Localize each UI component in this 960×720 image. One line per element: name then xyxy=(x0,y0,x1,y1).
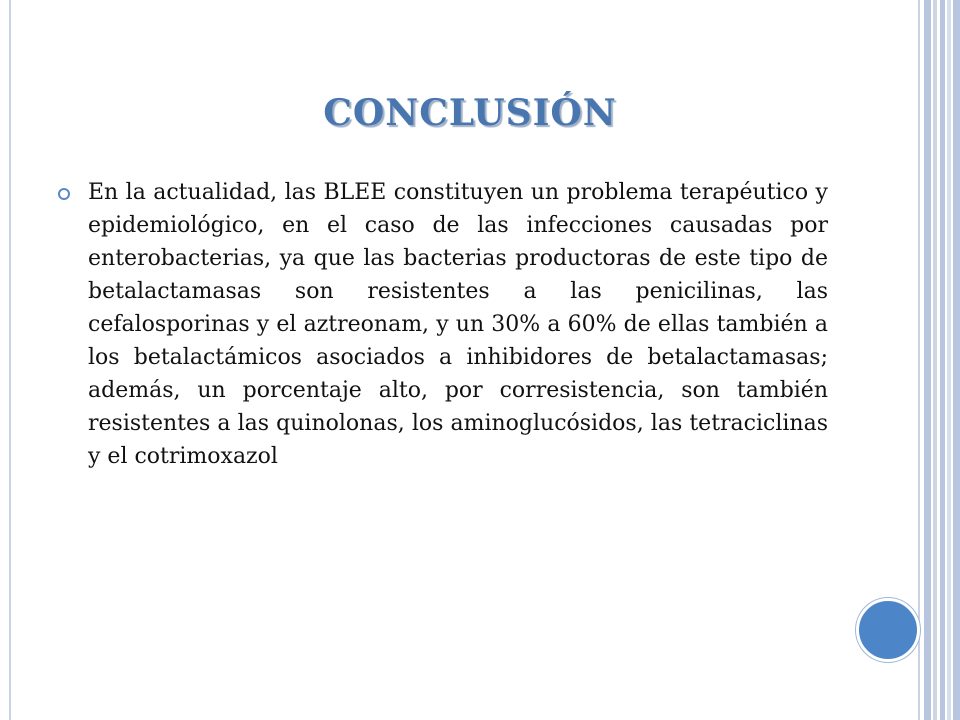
frame-right-line xyxy=(918,0,920,720)
slide-title: CONCLUSIÓN xyxy=(323,92,617,134)
frame-left-line xyxy=(9,0,11,720)
bullet-text: En la actualidad, las BLEE constituyen un problema terapéutico y epidemiológico, en el caso de las infecciones causadas por enterobacterias, ya que las bacterias productoras de este tipo de betalactamasas son resistentes a las penicilinas, las cefalosporinas y el aztreonam, y un 30% a 60% de ellas también a los betalactámicos asociados a inhibidores de betalactamasas; además, un porcentaje alto, por corresistencia, son también resistentes a las quinolonas, los aminoglucósidos, las tetraciclinas y el cotrimoxazol xyxy=(88,180,828,469)
decorative-stripe xyxy=(953,0,960,720)
bullet-list xyxy=(58,176,828,473)
decorative-stripe xyxy=(947,0,951,720)
decorative-stripe xyxy=(924,0,931,720)
decorative-stripe xyxy=(933,0,937,720)
bullet-ring-icon xyxy=(58,188,70,200)
decorative-stripe xyxy=(940,0,945,720)
decorative-circle xyxy=(856,598,920,662)
